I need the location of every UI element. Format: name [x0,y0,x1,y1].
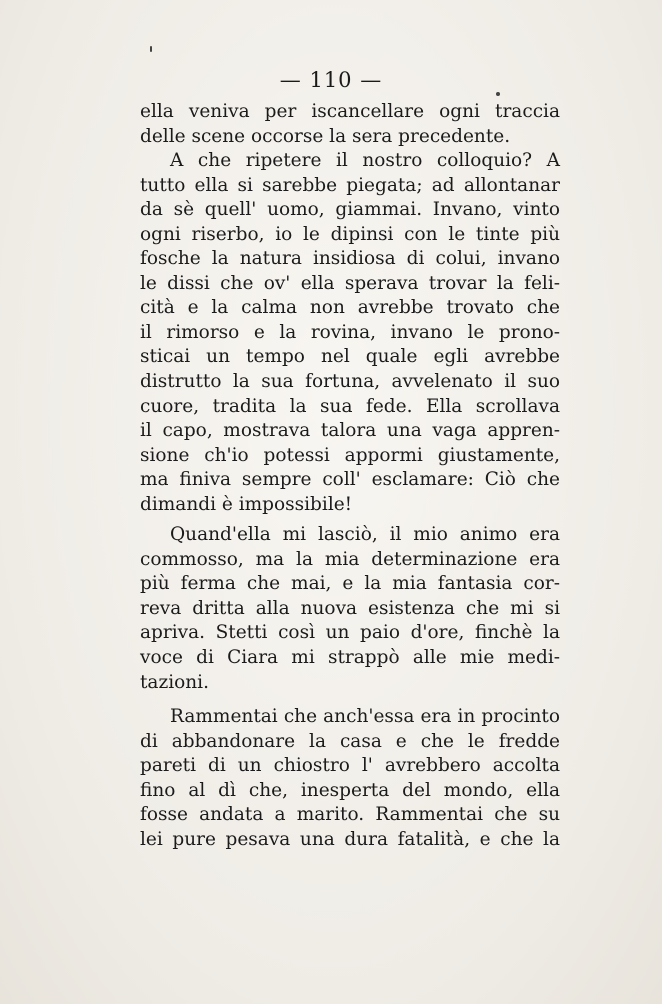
text-line: apriva. Stetti così un paio d'ore, finchè la [140,622,560,644]
text-line: Quand'ella mi lasciò, il mio animo era [170,524,560,546]
text-line: lei pure pesava una dura fatalità, e che la [140,828,560,850]
text-line: cuore, tradita la sua fede. Ella scrollava [140,395,560,417]
text-line: sticai un tempo nel quale egli avrebbe [140,346,560,368]
text-line: il rimorso e la rovina, invano le prono- [140,321,560,343]
text-line: ogni riserbo, io le dipinsi con le tinte più [140,223,560,245]
text-line: dimandi è impossibile! [140,493,353,515]
ink-dot [496,92,500,96]
text-line: tazioni. [140,671,209,693]
text-line: reva dritta alla nuova esistenza che mi si [140,597,560,619]
text-line: le dissi che ov' ella sperava trovar la feli- [140,272,560,294]
text-line: fosche la natura insidiosa di colui, invano [140,248,560,270]
text-line: fosse andata a marito. Rammentai che su [140,804,560,826]
text-line: tutto ella si sarebbe piegata; ad allontanar [140,174,560,196]
body-text [140,100,560,852]
text-line: ella veniva per iscancellare ogni traccia [140,101,560,122]
text-line: delle scene occorse la sera precedente. [140,125,511,147]
text-line: Rammentai che anch'essa era in procinto [170,706,560,728]
text-line: ma finiva sempre coll' esclamare: Ciò che [140,469,560,491]
text-line: da sè quell' uomo, giammai. Invano, vinto [140,199,560,221]
text-line: A che ripetere il nostro colloquio? A [170,150,560,172]
text-line: pareti di un chiostro l' avrebbero accolta [140,755,560,777]
text-line: di abbandonare la casa e che le fredde [140,730,560,752]
page-number: — 110 — [279,68,383,92]
ink-speck [150,46,152,52]
text-line: cità e la calma non avrebbe trovato che [140,297,560,319]
text-line: distrutto la sua fortuna, avvelenato il suo [140,371,560,393]
text-line: il capo, mostrava talora una vaga appren- [140,420,560,442]
text-line: voce di Ciara mi strappò alle mie medi- [140,647,560,669]
text-line: più ferma che mai, e la mia fantasia cor- [140,573,560,595]
text-line: fino al dì che, inesperta del mondo, ella [140,779,560,801]
text-line: commosso, ma la mia determinazione era [140,548,560,570]
text-line: sione ch'io potessi appormi giustamente, [140,444,560,466]
